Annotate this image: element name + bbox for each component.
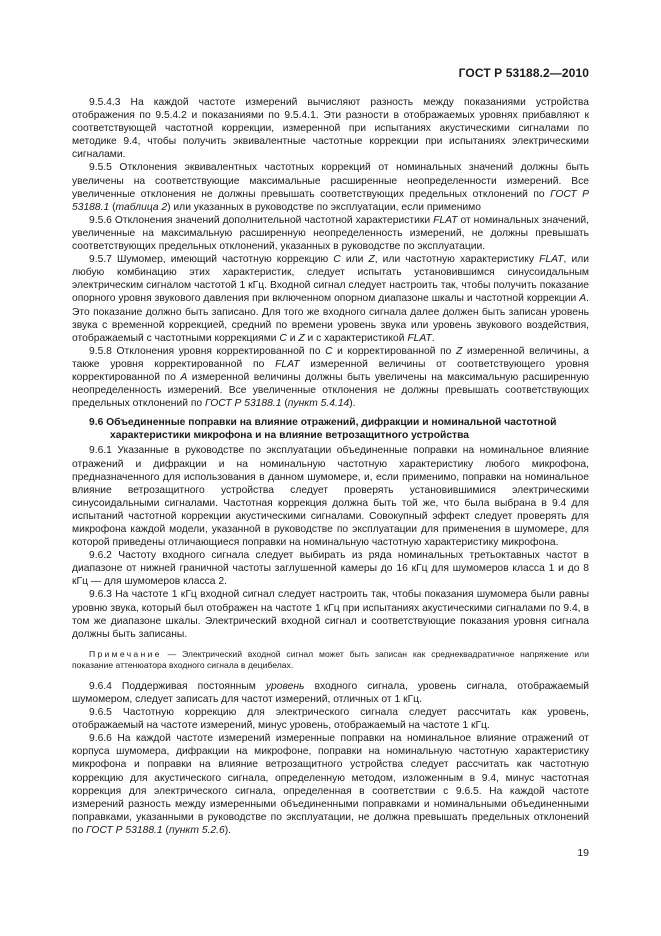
text-run: , или любую комбинацию этих характеристик, следует испытать установившимся синусоидальным электрическим сигналом частотой 1 кГц. Входной сигнал следует настроить так, чтобы получить показание опорного уровня звукового давления при включенном опорном диапазоне шкалы и частотной коррекции — [72, 254, 589, 305]
paragraph-9-6-2: 9.6.2 Частоту входного сигнала следует выбирать из ряда номинальных третьоктавных частот в диапазоне от нижней граничной частоты заглушенной камеры до 16 кГц для шумомеров класса 1 и до 8 кГц — для шумомеров класса 2. — [72, 550, 589, 588]
text-run: . — [431, 332, 435, 344]
text-run: 9.6.6 На каждой частоте измерений измеренные поправки на номинальное влияние отражений от корпуса шумомера, дифракции на микрофоне, поправки на номинальную частотную характеристику микрофона и поправки на влияние ветрозащитного устройства следует рассчитать как частотную коррекцию для акустического сигнала, определенную методом, изложенным в 9.4, минус частотная коррекция для электрического сигнала, определенная в соответствии с 9.6.5. На каждой частоте измерений разность между измеренными объединенными поправками и номинальными объединенными поправками, указанными в руководстве по эксплуатации, не должна превышать предельных отклонений по — [72, 733, 589, 836]
text-run: входного сигнала, уровень сигнала, отображаемый шумомером, следует записать для частот измерений, отличных от 1 кГц. — [72, 680, 590, 705]
text-run: ( — [281, 398, 288, 410]
text-run: ). — [224, 824, 232, 836]
standard-reference: ГОСТ Р 53188.1 — [72, 188, 589, 213]
italic-term: FLAT — [433, 214, 458, 226]
text-run: 9.6.4 Поддерживая постоянным — [89, 680, 266, 692]
italic-term: Z — [456, 345, 463, 357]
text-run: ( — [162, 824, 169, 836]
italic-term: Z — [368, 254, 375, 266]
document-header: ГОСТ Р 53188.2—2010 — [458, 66, 589, 80]
italic-term: C — [325, 345, 333, 357]
paragraph-9-6-3: 9.6.3 На частоте 1 кГц входной сигнал следует настроить так, чтобы показания шумомера были равны уровню звука, который был отображен на частоте 1 кГц при испытаниях акустическими сигналами по 9.4, в том же диапазоне шкалы. Электрический входной сигнал и соответствующие показания уровня сигнала должны быть записаны. — [72, 589, 589, 640]
italic-term: FLAT — [407, 332, 432, 344]
italic-term: A — [180, 371, 188, 383]
text-run: измеренной величины от соответствующего уровня корректированной по — [72, 358, 589, 383]
text-run: ) или указанных в руководстве по эксплуатации, если применимо — [167, 201, 481, 213]
text-run: 9.5.7 Шумомер, имеющий частотную коррекцию — [89, 254, 334, 266]
text-run: и — [286, 332, 299, 344]
italic-term: FLAT — [275, 358, 300, 370]
text-run: 9.5.5 Отклонения эквивалентных частотных коррекций от номинальных значений должны быть увеличены на соответствующие максимальные расширенные неопределенности измерений. Все увеличенные отклонения не должны превышать соответствующих предельных отклонений по — [72, 162, 589, 200]
text-run: ( — [109, 201, 116, 213]
document-body — [72, 96, 589, 837]
text-run: 9.5.8 Отклонения уровня корректированной по — [89, 345, 326, 357]
paragraph-9-5-6 — [72, 214, 589, 253]
italic-term: C — [279, 332, 287, 344]
text-run: и корректированной по — [332, 345, 456, 357]
paragraph-9-6-4 — [72, 680, 589, 706]
clause-reference: пункт 5.4.14 — [287, 398, 350, 410]
text-run: от номинальных значений, увеличенные на максимальную расширенную неопределенность измерений, не должны превышать соответствующих предельных отклонений, указанных в руководстве по эксплуатации. — [72, 214, 589, 253]
text-run: и с характеристикой — [304, 332, 408, 344]
italic-term: FLAT — [539, 254, 564, 266]
note-label: Примечание — [89, 648, 162, 659]
italic-term: Z — [298, 332, 305, 344]
paragraph-9-6-6 — [72, 732, 589, 837]
text-run: измеренной величины, а также уровня корректированной по — [72, 345, 589, 370]
paragraph-9-5-5 — [72, 161, 589, 213]
text-run: . Это показание должно быть записано. Для того же входного сигнала далее должен быть записан уровень звука с временной коррекцией, средний по времени уровень звука или уровень звукового воздействия, отображаемый с частотными коррекциями — [72, 293, 589, 344]
paragraph-9-5-7 — [72, 253, 589, 345]
paragraph-9-5-8 — [72, 345, 589, 410]
italic-term: уровень — [265, 680, 305, 692]
clause-reference: пункт 5.2.6 — [168, 824, 225, 836]
text-run: 9.5.6 Отклонения значений дополнительной частотной характеристики — [89, 214, 434, 226]
table-reference: таблица 2 — [115, 201, 168, 213]
paragraph-9-6-1: 9.6.1 Указанные в руководстве по эксплуатации объединенные поправки на номинальное влияние отражений и дифракции и на номинальную частотную характеристику любого микрофона, предназначенного для использования в данном шумомере, и, если применимо, поправки на номинальное влияние ветрозащитного устройства следует проверять установившимися электрическими синусоидальными сигналами. Частотная коррекция должна быть той же, что была выбрана в 9.4 для испытаний частотной коррекции акустическими сигналами. Совокупный эффект следует проверять для микрофона каждой модели, указанной в руководстве по эксплуатации для применения в шумомере, для которой приведены отличающиеся поправки на номинальную частотную характеристику микрофона. — [72, 445, 589, 549]
standard-reference: ГОСТ Р 53188.1 — [86, 824, 163, 836]
text-run: или — [340, 254, 369, 266]
paragraph-9-5-4-3: 9.5.4.3 На каждой частоте измерений вычисляют разность между показаниями устройства отображения по 9.5.4.2 и показаниями по 9.5.4.1. Эти разности в отображаемых уровнях прибавляют к соответствующей частотной коррекции, измеренной при испытаниях акустическими сигналами по методике 9.4, чтобы получить эквивалентные частотные коррекции при испытаниях электрическими сигналами. — [72, 97, 589, 161]
note-text: — Электрический входной сигнал может быть записан как среднеквадратичное напряжение или показание аттенюатора входного сигнала в децибелах. — [72, 648, 589, 671]
page-number: 19 — [577, 847, 589, 859]
italic-term: C — [333, 254, 341, 266]
section-heading-9-6: 9.6 Объединенные поправки на влияние отражений, дифракции и номинальной частотной характеристики микрофона и на влияние ветрозащитного устройства — [89, 417, 557, 442]
italic-term: A — [579, 293, 587, 305]
paragraph-9-6-5: 9.6.5 Частотную коррекцию для электрического сигнала следует рассчитать как уровень, отображаемый на частоте измерений, минус уровень, отображаемый на частоте 1 кГц. — [72, 707, 589, 732]
standard-reference: ГОСТ Р 53188.1 — [204, 398, 282, 410]
text-run: ). — [349, 398, 356, 410]
text-run: , или частотную характеристику — [374, 254, 540, 266]
note — [72, 649, 589, 672]
text-run: измеренной величины должны быть увеличены на максимальную расширенную неопределенность измерений. Все увеличенные отклонения не должны превышать соответствующих предельных отклонений по — [72, 371, 589, 410]
